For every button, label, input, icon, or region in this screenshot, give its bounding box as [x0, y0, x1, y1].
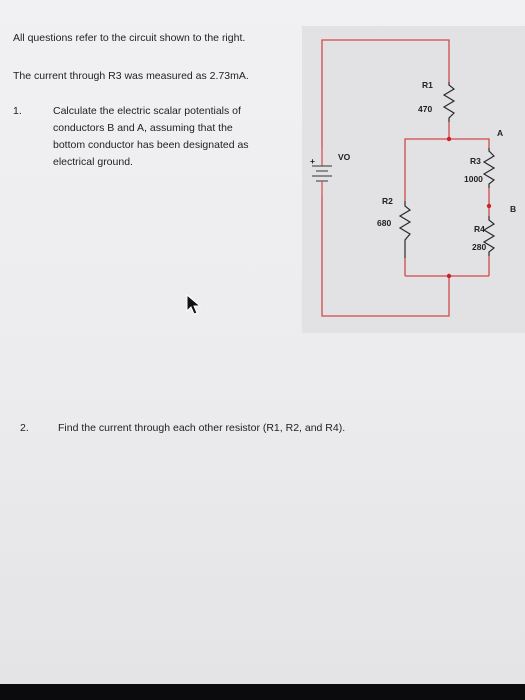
r1-label: R1: [422, 80, 433, 90]
mouse-cursor-icon: [186, 294, 202, 316]
node-a-label: A: [497, 128, 504, 138]
wire-top-left: [322, 40, 449, 148]
intro-text-1: All questions refer to the circuit shown to the right.: [13, 32, 246, 44]
intro-text-2: The current through R3 was measured as 2.73mA.: [13, 70, 249, 82]
wire-left-bottom: [322, 196, 449, 316]
r2-value: 680: [377, 218, 392, 228]
question-1-line-2: conductors B and A, assuming that the: [53, 122, 233, 134]
source-plus: +: [310, 156, 315, 166]
r4-label: R4: [474, 224, 485, 234]
question-1-line-3: bottom conductor has been designated as: [53, 139, 249, 151]
source-label: VO: [338, 152, 351, 162]
question-1-line-1: Calculate the electric scalar potentials of: [53, 105, 241, 117]
resistor-r3: [484, 148, 494, 188]
circuit-svg: [302, 26, 525, 333]
r4-value: 280: [472, 242, 487, 252]
question-1-number: 1.: [13, 105, 22, 117]
question-2-number: 2.: [20, 422, 29, 434]
r3-value: 1000: [464, 174, 483, 184]
r2-label: R2: [382, 196, 393, 206]
node-a-dot: [447, 137, 451, 141]
battery-symbol: [312, 148, 332, 196]
resistor-r1: [444, 82, 454, 122]
question-1-line-4: electrical ground.: [53, 156, 133, 168]
node-b-dot: [487, 204, 491, 208]
resistor-r2: [400, 201, 410, 258]
node-bottom-dot: [447, 274, 451, 278]
question-2-text: Find the current through each other resistor (R1, R2, and R4).: [58, 422, 346, 434]
circuit-diagram: [302, 26, 525, 333]
r3-label: R3: [470, 156, 481, 166]
r1-value: 470: [418, 104, 433, 114]
wire-node-a: [405, 139, 489, 201]
node-b-label: B: [510, 204, 517, 214]
